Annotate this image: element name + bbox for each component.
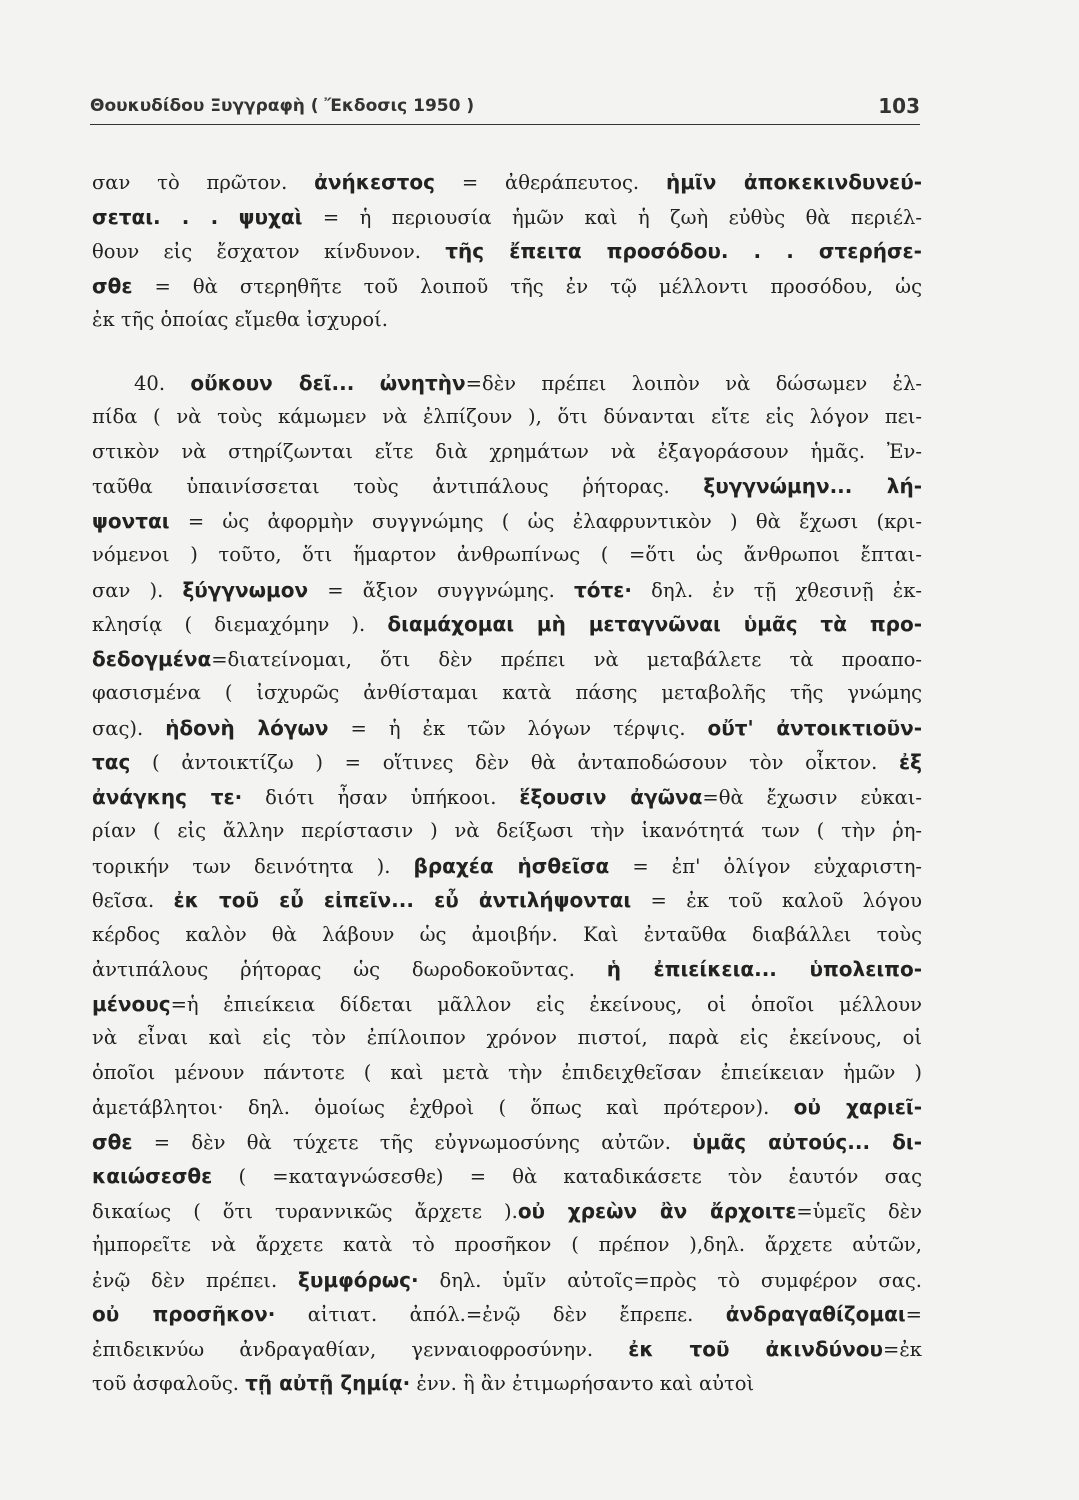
gloss-text: = ἀθεράπευτος.	[435, 171, 666, 194]
gloss-text: ἐκ τῆς ὁποίας εἴμεθα ἰσχυροί.	[92, 308, 388, 331]
paragraph	[92, 165, 922, 338]
gloss-text: ( =καταγνώσεσθε) = θὰ καταδικάσετε τὸν ἑαυτόν σας	[212, 1165, 922, 1188]
gloss-text: = ἡ περιουσία ἡμῶν καὶ ἡ ζωὴ εὐθὺς θὰ περιέλ-	[302, 205, 922, 229]
lemma-bold: οὔκουν δεῖ...	[190, 370, 355, 395]
gloss-text: =ἐκ	[883, 1337, 922, 1361]
text-line	[92, 1125, 922, 1160]
lemma-bold: τῆς ἔπειτα προσόδου. . . στερήσε-	[445, 239, 922, 263]
lemma-bold: ἀνάγκης τε·	[92, 784, 243, 809]
lemma-bold: καιώσεσθε	[92, 1164, 213, 1188]
text-line	[92, 1021, 922, 1056]
lemma-bold: τῇ αὐτῇ ζημίᾳ·	[245, 1371, 411, 1395]
gloss-text: = ὡς ἀφορμὴν συγγνώμης ( ὡς ἐλαφρυντικὸν ) θὰ ἔχωσι (κρι-	[169, 509, 922, 533]
text-line	[92, 1090, 922, 1125]
lemma-bold: ἐκ τοῦ ἀκινδύνου	[628, 1336, 883, 1361]
text-line	[92, 952, 922, 987]
commentary-text	[92, 165, 922, 1401]
gloss-text: = ἐκ τοῦ καλοῦ λόγου	[631, 889, 922, 912]
text-line	[92, 849, 922, 884]
gloss-text: πίδα ( νὰ τοὺς κάμωμεν νὰ ἐλπίζουν ), ὅτι δύνανται εἴτε εἰς λόγον πει-	[92, 405, 922, 428]
gloss-text: =ἡ ἐπιείκεια δίδεται μᾶλλον εἰς ἐκείνους, οἱ ὁποῖοι μέλλουν	[170, 992, 922, 1016]
text-line	[92, 814, 922, 849]
gloss-text: 40.	[134, 371, 191, 395]
text-line	[92, 269, 922, 304]
lemma-bold: οὐ χαριεῖ-	[793, 1095, 922, 1119]
text-line	[92, 676, 922, 711]
lemma-bold: οὐ προσῆκον·	[92, 1302, 276, 1326]
gloss-text: νόμενοι ) τοῦτο, ὅτι ἥμαρτον ἀνθρωπίνως ( =ὅτι ὡς ἄνθρωποι ἔπται-	[92, 543, 922, 566]
gloss-text: ἀντιπάλους ῥήτορας ὡς δωροδοκοῦντας.	[92, 958, 607, 981]
gloss-text: = ἐπ' ὀλίγον εὐχαριστη-	[609, 854, 922, 878]
gloss-text: δικαίως ( ὅτι τυραννικῶς ἄρχετε ).	[92, 1199, 518, 1223]
gloss-text: ἐνν. ἣ ἂν ἐτιμωρήσαντο καὶ αὐτοὶ	[410, 1372, 755, 1395]
text-line	[92, 573, 922, 608]
text-line	[92, 1194, 922, 1229]
text-line	[92, 780, 922, 815]
lemma-bold: τότε·	[574, 577, 632, 602]
gloss-text: = δὲν θὰ τύχετε τῆς εὐγνωμοσύνης αὐτῶν.	[132, 1130, 693, 1154]
lemma-bold: ἡ ἐπιείκεια... ὑπολειπο-	[606, 957, 922, 981]
text-line	[92, 745, 922, 780]
gloss-text: θουν εἰς ἔσχατον κίνδυνον.	[92, 240, 446, 263]
gloss-text: =δὲν πρέπει λοιπὸν νὰ δώσωμεν ἐλ-	[465, 371, 922, 395]
paragraph-gap	[92, 338, 922, 366]
running-title: Θουκυδίδου Ξυγγραφὴ ( Ἔκδοσις 1950 )	[90, 96, 475, 116]
gloss-text: = θὰ στερηθῆτε τοῦ λοιποῦ τῆς ἐν τῷ μέλλοντι προσόδου, ὡς	[132, 274, 922, 298]
page-number: 103	[878, 94, 920, 118]
lemma-bold: ξυμφόρως·	[298, 1267, 419, 1292]
gloss-text: =θὰ ἔχωσιν εὐκαι-	[702, 785, 922, 809]
gloss-text: νὰ εἶναι καὶ εἰς τὸν ἐπίλοιπον χρόνον πιστοί, παρὰ εἰς ἐκείνους, οἱ	[92, 1026, 922, 1049]
text-line	[92, 1332, 922, 1367]
gloss-text: θεῖσα.	[92, 889, 174, 912]
gloss-text: τορικήν των δεινότητα ).	[92, 854, 414, 878]
lemma-bold: ὑμᾶς αὐτούς... δι-	[692, 1129, 922, 1154]
lemma-bold: σεται. . .	[92, 204, 219, 229]
lemma-bold: ψονται	[92, 508, 170, 533]
text-line	[92, 435, 922, 470]
gloss-text: κλησίᾳ ( διεμαχόμην ).	[92, 613, 388, 636]
gloss-text: ἀμετάβλητοι· δηλ. ὁμοίως ἐχθροὶ ( ὅπως καὶ πρότερον).	[92, 1096, 794, 1119]
gloss-text: =διατείνομαι, ὅτι δὲν πρέπει νὰ μεταβάλετε τὰ προαπο-	[211, 647, 922, 671]
gloss-text: ρίαν ( εἰς ἄλλην περίστασιν ) νὰ δείξωσι τὴν ἱκανότητά των ( τὴν ῥη-	[92, 819, 922, 842]
gloss-text: σας).	[92, 716, 166, 740]
text-line	[92, 234, 922, 269]
text-line	[92, 1159, 922, 1194]
gloss-text: ἐνῷ δὲν πρέπει.	[92, 1268, 299, 1292]
lemma-bold: ἀνήκεστος	[314, 170, 436, 194]
gloss-text: = ἡ ἐκ τῶν λόγων τέρψις.	[328, 716, 708, 740]
lemma-bold: ψυχαὶ	[238, 204, 303, 229]
text-line	[92, 400, 922, 435]
text-line	[92, 165, 922, 200]
text-line	[92, 200, 922, 235]
text-line	[92, 1056, 922, 1091]
text-line	[92, 469, 922, 504]
lemma-bold: βραχέα ἡσθεῖσα	[413, 853, 610, 878]
gloss-text: ( ἀντοικτίζω ) = οἵτινες δὲν θὰ ἀνταποδώσουν τὸν οἶκτον.	[130, 751, 900, 774]
lemma-bold: ἐξ	[899, 750, 922, 774]
gloss-text: δηλ. ἐν τῇ χθεσινῇ ἐκ-	[632, 578, 922, 602]
gloss-text	[354, 372, 379, 395]
gloss-text: ταῦθα ὑπαινίσσεται τοὺς ἀντιπάλους ῥήτορας.	[92, 475, 704, 498]
gloss-text: ἐπιδεικνύω ἀνδραγαθίαν, γενναιοφροσύνην.	[92, 1337, 629, 1361]
gloss-text: κέρδος καλὸν θὰ λάβουν ὡς ἀμοιβήν. Καὶ ἐνταῦθα διαβάλλει τοὺς	[92, 922, 922, 946]
gloss-text: σαν ).	[92, 578, 183, 602]
gloss-text: στικὸν νὰ στηρίζωνται εἴτε διὰ χρημάτων νὰ ἐξαγοράσουν ἡμᾶς. Ἐν-	[92, 439, 922, 463]
text-line	[92, 504, 922, 539]
lemma-bold: ὠνητὴν	[379, 370, 466, 395]
gloss-text: ὁποῖοι μένουν πάντοτε ( καὶ μετὰ τὴν ἐπιδειχθεῖσαν ἐπιείκειαν ἡμῶν )	[92, 1060, 922, 1084]
lemma-bold: οὐ χρεὼν ἂν ἄρχοιτε	[517, 1198, 797, 1223]
text-line	[92, 918, 922, 953]
gloss-text: δηλ. ὑμῖν αὐτοῖς=πρὸς τὸ συμφέρον σας.	[418, 1268, 922, 1292]
gloss-text: αἰτιατ. ἀπόλ.=ἐνῷ δὲν ἔπρεπε.	[275, 1303, 726, 1326]
lemma-bold: ξύγγνωμον	[182, 577, 309, 602]
gloss-text: =	[905, 1303, 922, 1326]
gloss-text	[218, 206, 238, 229]
gloss-text: = ἄξιον συγγνώμης.	[308, 578, 574, 602]
lemma-bold: ἡδονὴ λόγων	[165, 715, 329, 740]
lemma-bold: τας	[92, 750, 131, 774]
text-line	[92, 1366, 922, 1401]
paragraph	[92, 366, 922, 1401]
lemma-bold: σθε	[92, 273, 133, 298]
lemma-bold: οὔτ' ἀντοικτιοῦν-	[707, 715, 922, 740]
gloss-text: τοῦ ἀσφαλοῦς.	[92, 1372, 246, 1395]
text-line	[92, 607, 922, 642]
lemma-bold: διαμάχομαι μὴ μεταγνῶναι ὑμᾶς τὰ προ-	[387, 612, 922, 636]
lemma-bold: ξυγγνώμην... λή-	[703, 474, 922, 498]
text-line	[92, 366, 922, 401]
lemma-bold: δεδογμένα	[92, 646, 212, 671]
text-line	[92, 642, 922, 677]
text-line	[92, 987, 922, 1022]
lemma-bold: ἐκ τοῦ εὖ εἰπεῖν... εὖ ἀντιλήψονται	[173, 888, 632, 912]
text-line	[92, 1297, 922, 1332]
text-line	[92, 303, 922, 338]
lemma-bold: σθε	[92, 1129, 133, 1154]
text-line	[92, 1263, 922, 1298]
lemma-bold: ἕξουσιν ἀγῶνα	[519, 784, 703, 809]
text-line	[92, 538, 922, 573]
lemma-bold: ἀνδραγαθίζομαι	[725, 1302, 906, 1326]
lemma-bold: μένους	[92, 991, 171, 1016]
lemma-bold: ἡμῖν ἀποκεκινδυνεύ-	[665, 170, 922, 194]
running-header	[90, 94, 920, 125]
gloss-text: φασισμένα ( ἰσχυρῶς ἀνθίσταμαι κατὰ πάσης μεταβολῆς τῆς γνώμης	[92, 681, 922, 704]
gloss-text: διότι ἦσαν ὑπήκοοι.	[242, 785, 520, 809]
text-line	[92, 1228, 922, 1263]
gloss-text: σαν τὸ πρῶτον.	[92, 171, 315, 194]
gloss-text: =ὑμεῖς δὲν	[796, 1199, 922, 1223]
gloss-text: ἠμπορεῖτε νὰ ἄρχετε κατὰ τὸ προσῆκον ( πρέπον ),δηλ. ἄρχετε αὐτῶν,	[92, 1233, 922, 1256]
text-line	[92, 711, 922, 746]
text-line	[92, 883, 922, 918]
